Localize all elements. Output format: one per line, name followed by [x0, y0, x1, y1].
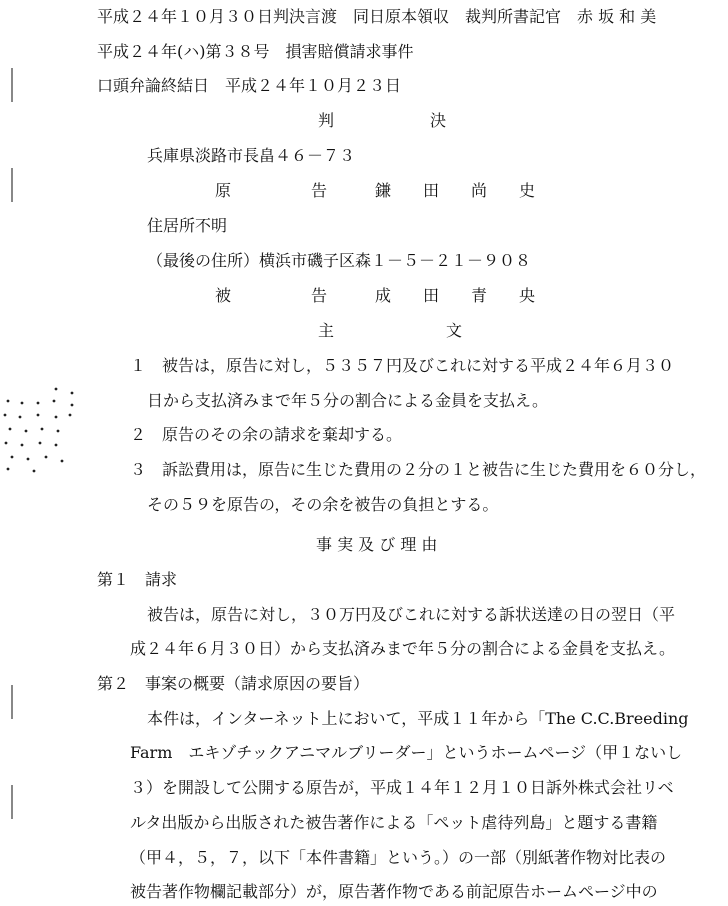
defendant-address-2: （最後の住所）横浜市磯子区森１－５－２１－９０８: [147, 251, 532, 270]
section-2-line-6: 被告著作物欄記載部分）が，原告著作物である前記原告ホームページ中の: [130, 882, 658, 901]
plaintiff-name-line: 原 告 鎌 田 尚 史: [215, 181, 536, 200]
section-2-line-5: （甲４，５，７，以下「本件書籍」という。）の一部（別紙著作物対比表の: [130, 848, 667, 867]
section-2-line-3: ３）を開設して公開する原告が，平成１４年１２月１０日訴外株式会社リベ: [130, 778, 674, 797]
section-1-line-2: 成２４年６月３０日）から支払済みまで年５分の割合による金員を支払え。: [130, 639, 675, 658]
header-line-2: 平成２４年(ハ)第３８号 損害賠償請求事件: [97, 42, 414, 61]
margin-mark: [11, 168, 13, 202]
margin-mark: [11, 68, 13, 102]
punch-hole-dots: [0, 385, 80, 475]
main-text-heading: 主 文: [318, 321, 463, 340]
margin-mark: [11, 785, 13, 819]
defendant-address-1: 住居所不明: [147, 216, 228, 235]
plaintiff-address: 兵庫県淡路市長畠４６－７３: [147, 146, 356, 165]
section-2-heading: 第２ 事案の概要（請求原因の要旨）: [97, 674, 370, 693]
header-line-3: 口頭弁論終結日 平成２４年１０月２３日: [97, 76, 402, 95]
section-2-line-1: 本件は，インターネット上において，平成１１年から「The C.C.Breeding: [147, 709, 689, 728]
document-title: 判 決: [318, 111, 447, 130]
defendant-name-line: 被 告 成 田 青 央: [215, 286, 536, 305]
section-1-heading: 第１ 請求: [97, 570, 178, 589]
main-text-line-4: ３ 訴訟費用は，原告に生じた費用の２分の１と被告に生じた費用を６０分し，: [130, 460, 707, 479]
section-2-line-2: Farm エキゾチックアニマルブリーダー」というホームページ（甲１ないし: [130, 743, 683, 762]
section-1-line-1: 被告は，原告に対し，３０万円及びこれに対する訴状送達の日の翌日（平: [147, 605, 676, 624]
facts-heading: 事 実 及 び 理 由: [316, 535, 438, 554]
main-text-line-3: ２ 原告のその余の請求を棄却する。: [130, 425, 403, 444]
margin-mark: [11, 685, 13, 719]
header-line-1: 平成２４年１０月３０日判決言渡 同日原本領収 裁判所書記官 赤 坂 和 美: [97, 7, 657, 26]
main-text-line-2: 日から支払済みまで年５分の割合による金員を支払え。: [147, 391, 548, 410]
main-text-line-1: １ 被告は，原告に対し，５３５７円及びこれに対する平成２４年６月３０: [130, 356, 675, 375]
main-text-line-5: その５９を原告の，その余を被告の負担とする。: [147, 495, 499, 514]
section-2-line-4: ルタ出版から出版された被告著作による「ペット虐待列島」と題する書籍: [130, 813, 658, 832]
